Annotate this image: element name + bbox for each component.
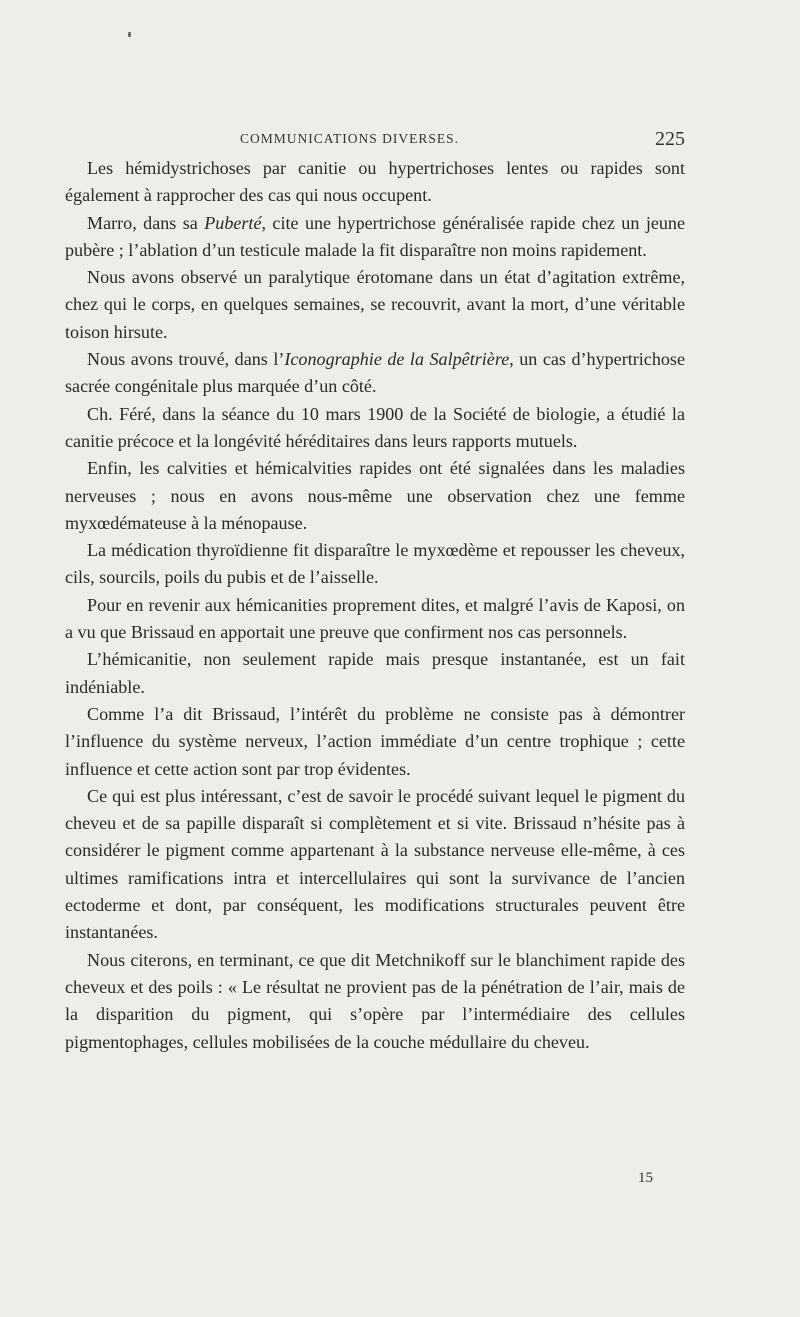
page-number: 225 (655, 128, 685, 150)
ink-speck (128, 32, 131, 37)
paragraph-11: Ce qui est plus intéressant, c’est de savoir le procédé suivant lequel le pigment du cheveu et de sa papille disparaît si complètement et si vite. Brissaud n’hésite pas à considérer le pigment comme appartenant à la substance nerveuse elle-même, à ces ultimes ramifications intra et intercellulaires qui sont la survivance de l’ancien ectoderme et dont, par conséquent, les modifications structurales peuvent être instantanées. (65, 785, 685, 943)
paragraph-10: Comme l’a dit Brissaud, l’intérêt du problème ne consiste pas à démontrer l’influence du système nerveux, l’action immédiate d’un centre trophique ; cette influence et cette action sont par trop évidentes. (65, 703, 685, 779)
paragraph-8: Pour en revenir aux hémicanities proprement dites, et malgré l’avis de Kaposi, on a vu que Brissaud en apportait une preuve que confirment nos cas personnels. (65, 594, 685, 643)
paragraph-4: Nous avons trouvé, dans l’Iconographie de la Salpêtrière, un cas d’hypertrichose sacrée congénitale plus marquée d’un côté. (65, 349, 685, 397)
running-header (240, 128, 685, 152)
body-text (65, 155, 685, 1056)
paragraph-1: Les hémidystrichoses par canitie ou hypertrichoses lentes ou rapides sont également à rapprocher des cas qui nous occupent. (65, 158, 685, 206)
paragraph-7: La médication thyroïdienne fit disparaître le myxœdème et repousser les cheveux, cils, sourcils, poils du pubis et de l’aisselle. (65, 540, 685, 588)
signature-mark: 15 (638, 1170, 653, 1186)
paragraph-3: Nous avons observé un paralytique érotomane dans un état d’agitation extrême, chez qui le corps, en quelques semaines, se recouvrit, avant la mort, d’une véritable toison hirsute. (65, 267, 685, 342)
italic-title-iconographie: Iconographie de la Salpêtrière (284, 349, 510, 370)
paragraph-9: L’hémicanitie, non seulement rapide mais presque instantanée, est un fait indéniable. (65, 649, 685, 697)
paragraph-6: Enfin, les calvities et hémicalvities rapides ont été signalées dans les maladies nerveuses ; nous en avons nous-même une observation chez une femme myxœdémateuse à la ménopause. (65, 458, 685, 533)
paragraph-5: Ch. Féré, dans la séance du 10 mars 1900 de la Société de biologie, a étudié la canitie précoce et la longévité héréditaires dans leurs rapports mutuels. (65, 403, 685, 451)
italic-title-puberte: Puberté (204, 212, 262, 233)
paragraph-2: Marro, dans sa Puberté, cite une hypertrichose généralisée rapide chez un jeune pubère ; l’ablation d’un testicule malade la fit disparaître non moins rapidement. (65, 212, 685, 260)
paragraph-12: Nous citerons, en terminant, ce que dit Metchnikoff sur le blanchiment rapide des cheveux et des poils : « Le résultat ne provient pas de la pénétration de l’air, mais de la disparition du pigment, qui s’opère par l’intermédiaire des cellules pigmentophages, cellules mobilisées de la couche médullaire du cheveu. (65, 949, 685, 1052)
running-title: COMMUNICATIONS DIVERSES. (240, 131, 460, 146)
